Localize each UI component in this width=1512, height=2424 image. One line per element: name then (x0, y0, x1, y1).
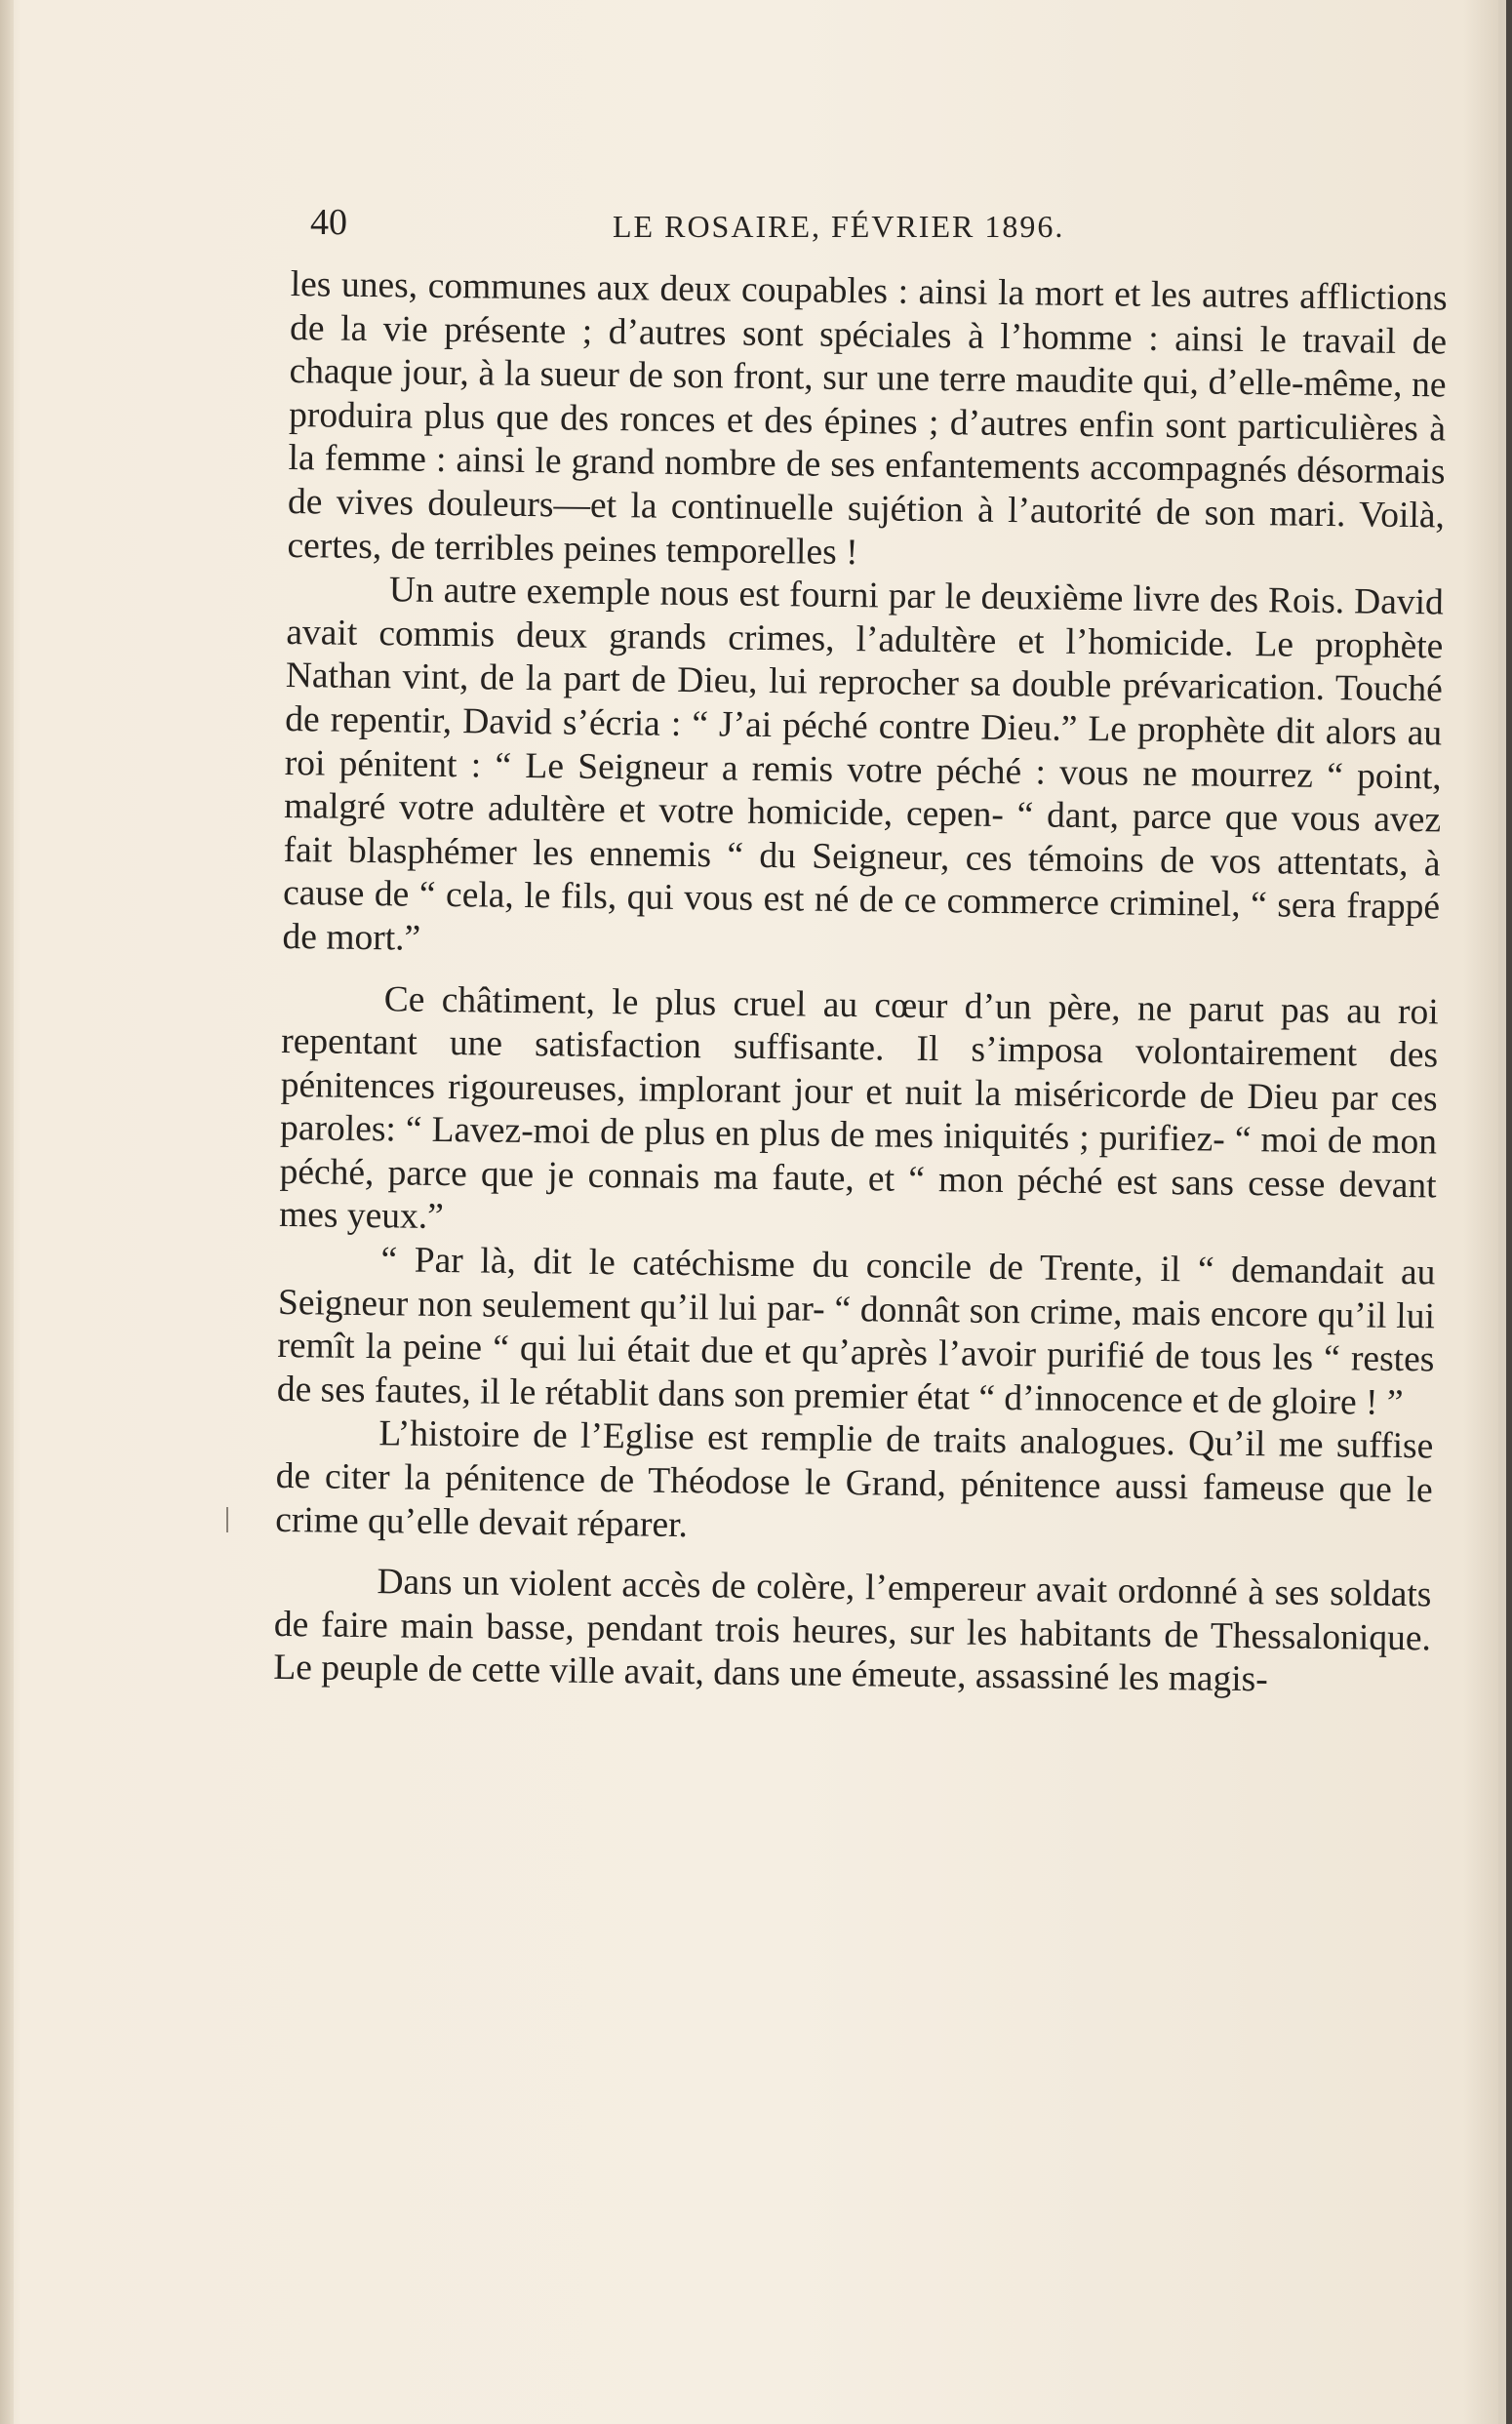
paragraph-6: Dans un violent accès de colère, l’empereur avait ordonné à ses soldats de faire main basse, pendant trois heures, sur les habitants de Thessalonique. Le peuple de cette ville avait, dans une émeute, assassiné les magis- (273, 1562, 1432, 1700)
running-title: LE ROSAIRE, FÉVRIER 1896. (613, 209, 1065, 244)
page-outer-edge (1506, 0, 1512, 2424)
paragraph-3: Ce châtiment, le plus cruel au cœur d’un père, ne parut pas au roi repentant une satisfaction suffisante. Il s’imposa volontairement des pénitences rigoureuses, implorant jour et nuit la miséricorde de Dieu par ces paroles: “ Lavez-moi de plus en plus de mes iniquités ; purifiez- “ moi de mon péché, parce que je connais ma faute, et “ mon péché est sans cesse devant mes yeux.” (278, 978, 1439, 1238)
page-header (310, 201, 1169, 256)
paragraph-2: Un autre exemple nous est fourni par le deuxième livre des Rois. David avait commis deux grands crimes, l’adultère et l’homicide. Le prophète Nathan vint, de la part de Dieu, lui reprocher sa double prévarication. Touché de repentir, David s’écria : “ J’ai péché contre Dieu.” Le prophète dit alors au roi pénitent : “ Le Seigneur a remis votre péché : vous ne mourrez “ point, malgré votre adultère et votre homicide, cepen- “ dant, parce que vous avez fait blasphémer les ennemis “ du Seigneur, ces témoins de vos attentats, à cause de “ cela, le fils, qui vous est né de ce commerce criminel, “ sera frappé de mort.” (282, 570, 1445, 959)
page-edge-shadow (1498, 0, 1506, 2424)
paragraph-4: “ Par là, dit le catéchisme du concile de Trente, il “ demandait au Seigneur non seulement qu’il lui par- “ donnât son crime, mais encore qu’il lui remît la peine “ qui lui était due et qu’après l’avoir purifié de tous les “ restes de ses fautes, il le rétablit dans son premier état “ d’innocence et de gloire ! ” (276, 1240, 1436, 1423)
body-text (273, 263, 1448, 1704)
paragraph-5: L’histoire de l’Eglise est remplie de traits analogues. Qu’il me suffise de citer la pénitence de Théodose le Grand, pénitence aussi fameuse que le crime qu’elle devait réparer. (275, 1413, 1434, 1545)
page-number: 40 (310, 202, 347, 243)
page-binding-edge (0, 0, 14, 2424)
margin-mark (226, 1507, 228, 1532)
paragraph-1: les unes, communes aux deux coupables : ainsi la mort et les autres afflictions de la vie présente ; d’autres sont spéciales à l’homme : ainsi le travail de chaque jour, à la sueur de son front, sur une terre maudite qui, d’elle-même, ne produira plus que des ronces et des épines ; d’autres enfin sont particulières à la femme : ainsi le grand nombre de ses enfantements accompagnés désormais de vives douleurs—et la continuelle sujétion à l’autorité de son mari. Voilà, certes, de terribles peines temporelles ! (287, 263, 1448, 573)
